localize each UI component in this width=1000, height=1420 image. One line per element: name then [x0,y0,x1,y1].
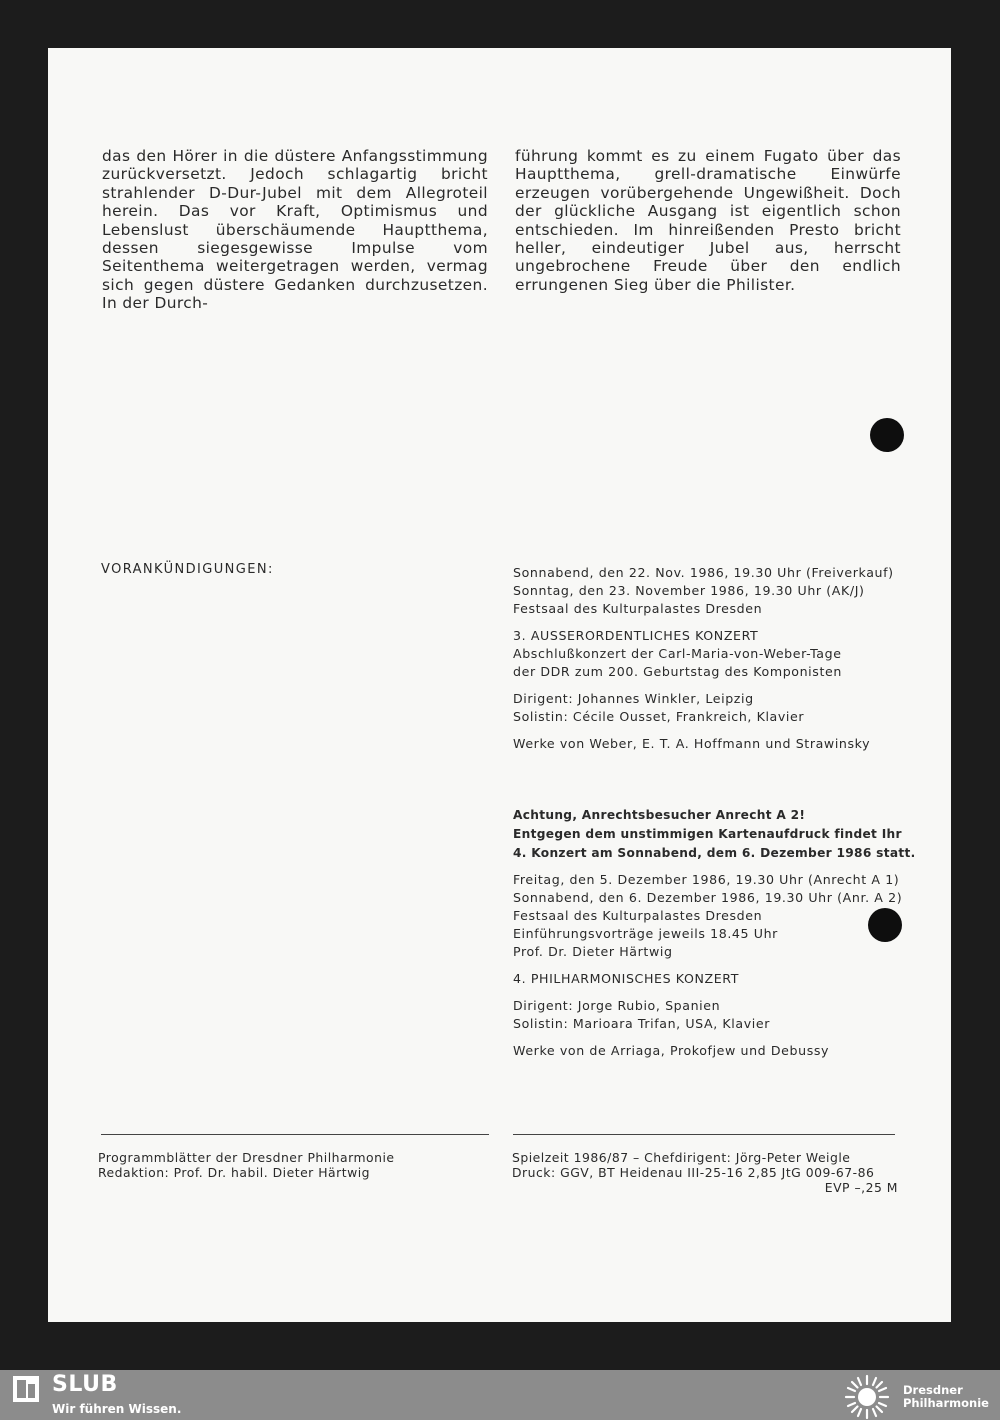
partner-line: Philharmonie [903,1396,989,1410]
footer-print-info: Druck: GGV, BT Heidenau III-25-16 2,85 JtG 009-67-86 [512,1165,875,1180]
slub-logo-icon [13,1376,39,1402]
punch-hole-icon [870,418,904,452]
notice-line: Entgegen dem unstimmigen Kartenaufdruck findet Ihr [513,827,902,841]
partner-line: Dresdner [903,1383,963,1397]
announcements-heading: VORANKÜNDIGUNGEN: [101,562,274,577]
article-right-text: führung kommt es zu einem Fugato über das Hauptthema, grell-dramatische Einwürfe erzeugen vorübergehende Ungewißheit. Doch der glückliche Ausgang ist eigentlich schon entschieden. Im hinreißenden Presto bricht heller, eindeutiger Jubel aus, herrscht ungebrochene Freude über den endlich errungenen Sieg über die Philister. [515,147,901,294]
concert-1-soloist: Solistin: Cécile Ousset, Frankreich, Klavier [513,709,805,724]
concert-2-date: Sonnabend, den 6. Dezember 1986, 19.30 Uhr (Anr. A 2) [513,890,903,905]
article-right-column [515,147,901,294]
footer-right [512,1150,898,1195]
concert-2-works: Werke von de Arriaga, Prokofjew und Debussy [513,1043,830,1058]
slub-name: SLUB [52,1372,118,1397]
article-left-text: das den Hörer in die düstere Anfangsstimmung zurückversetzt. Jedoch schlagartig bricht strahlender D-Dur-Jubel mit dem Allegroteil herein. Das vor Kraft, Optimismus und Lebenslust überschäumende Hauptthema, dessen siegesgewisse Impulse vom Seitenthema weitergetragen werden, vermag sich gegen düstere Gedanken durchzusetzen. In der Durch- [102,147,488,313]
footer-publisher: Programmblätter der Dresdner Philharmonie [98,1150,395,1165]
philharmonie-name [903,1384,989,1410]
concert-1-date: Sonnabend, den 22. Nov. 1986, 19.30 Uhr (Freiverkauf) [513,565,894,580]
concert-1-works: Werke von Weber, E. T. A. Hoffmann und Strawinsky [513,736,871,751]
footer-editor: Redaktion: Prof. Dr. habil. Dieter Härtwig [98,1165,371,1180]
concert-2-date: Freitag, den 5. Dezember 1986, 19.30 Uhr (Anrecht A 1) [513,872,900,887]
article-left-column [102,147,488,313]
philharmonie-logo-icon [844,1374,890,1420]
footer-divider [101,1134,489,1135]
slub-tagline: Wir führen Wissen. [52,1402,182,1416]
concert-2-venue: Festsaal des Kulturpalastes Dresden [513,908,763,923]
concert-1-conductor: Dirigent: Johannes Winkler, Leipzig [513,691,754,706]
concert-2-block [513,871,902,1060]
concert-1-description: Abschlußkonzert der Carl-Maria-von-Weber-Tage [513,646,842,661]
concert-2-title: 4. PHILHARMONISCHES KONZERT [513,971,739,986]
subscription-notice [513,806,916,863]
concert-1-title: 3. AUSSERORDENTLICHES KONZERT [513,628,759,643]
footer-left [98,1150,395,1180]
footer-season: Spielzeit 1986/87 – Chefdirigent: Jörg-Peter Weigle [512,1150,851,1165]
concert-2-conductor: Dirigent: Jorge Rubio, Spanien [513,998,721,1013]
footer-price: EVP –,25 M [824,1180,898,1195]
concert-2-speaker: Prof. Dr. Dieter Härtwig [513,944,673,959]
concert-1-venue: Festsaal des Kulturpalastes Dresden [513,601,763,616]
notice-line: 4. Konzert am Sonnabend, dem 6. Dezember 1986 statt. [513,846,916,860]
concert-2-intro: Einführungsvorträge jeweils 18.45 Uhr [513,926,778,941]
notice-line: Achtung, Anrechtsbesucher Anrecht A 2! [513,808,806,822]
concert-1-description: der DDR zum 200. Geburtstag des Komponisten [513,664,842,679]
concert-1-date: Sonntag, den 23. November 1986, 19.30 Uhr (AK/J) [513,583,865,598]
footer-divider [513,1134,895,1135]
concert-2-soloist: Solistin: Marioara Trifan, USA, Klavier [513,1016,770,1031]
concert-1-block [513,564,894,753]
